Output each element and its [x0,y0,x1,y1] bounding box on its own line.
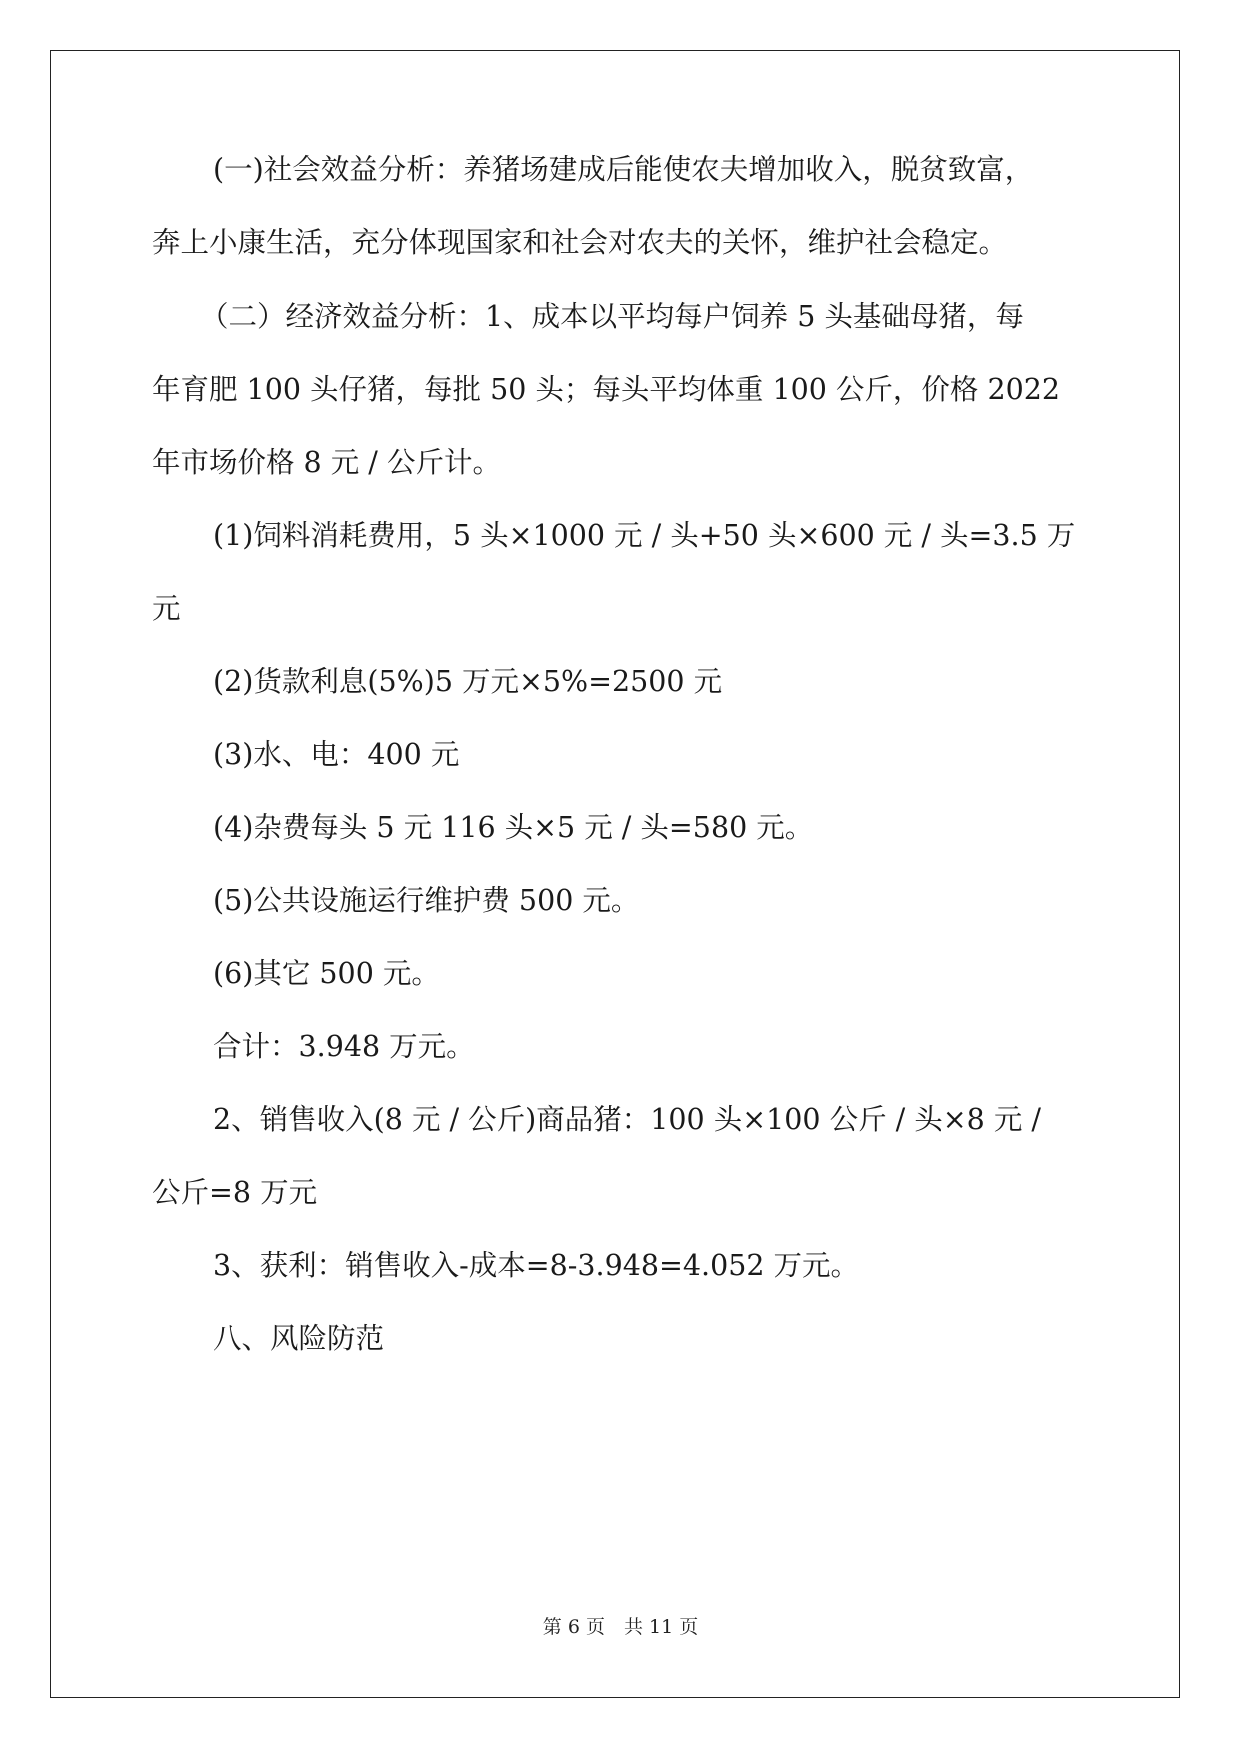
item-facility-maintenance: (5)公共设施运行维护费 500 元。 [213,884,640,917]
item-misc-fees: (4)杂费每头 5 元 116 头×5 元 / 头=580 元。 [213,811,814,844]
page-number-footer: 第 6 页 共 11 页 [542,1616,699,1638]
total-cost: 合计：3.948 万元。 [213,1030,475,1063]
section-heading-risk-prevention: 八、风险防范 [213,1322,385,1355]
paragraph-social-benefit-line-1: (一)社会效益分析：养猪场建成后能使农夫增加收入，脱贫致富， [213,153,1034,186]
profit: 3、获利：销售收入-成本=8-3.948=4.052 万元。 [213,1249,860,1282]
sales-income-line-1: 2、销售收入(8 元 / 公斤)商品猪：100 头×100 公斤 / 头×8 元 / [213,1103,1042,1136]
paragraph-economic-benefit-line-1: （二）经济效益分析：1、成本以平均每户饲养 5 头基础母猪，每 [200,300,1024,333]
item-loan-interest: (2)货款利息(5%)5 万元×5%=2500 元 [213,665,723,698]
paragraph-economic-benefit-line-2: 年育肥 100 头仔猪，每批 50 头；每头平均体重 100 公斤，价格 2022 [152,373,1061,406]
item-water-electricity: (3)水、电：400 元 [213,738,460,771]
item-feed-cost-line-1: (1)饲料消耗费用，5 头×1000 元 / 头+50 头×600 元 / 头=3.5 万 [213,519,1076,552]
paragraph-social-benefit-line-2: 奔上小康生活，充分体现国家和社会对农夫的关怀，维护社会稳定。 [152,226,1008,259]
item-other: (6)其它 500 元。 [213,957,440,990]
paragraph-economic-benefit-line-3: 年市场价格 8 元 / 公斤计。 [152,446,501,479]
sales-income-line-2: 公斤=8 万元 [152,1176,318,1209]
item-feed-cost-line-2: 元 [152,592,181,625]
